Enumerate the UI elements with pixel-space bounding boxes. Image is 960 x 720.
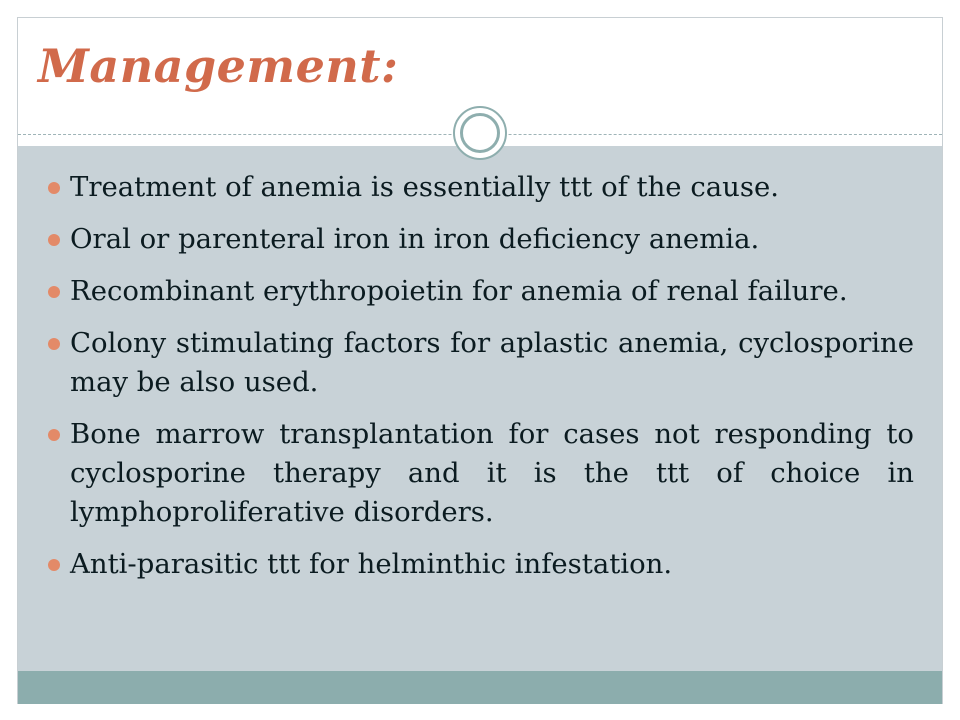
bullet-item (44, 415, 914, 532)
bullet-item (44, 168, 914, 207)
bullet-item (44, 324, 914, 402)
bullet-item (44, 545, 914, 584)
ring-inner (460, 113, 500, 153)
bullet-text: Colony stimulating factors for aplastic anemia, cyclosporine may be also used. (70, 327, 914, 398)
bullet-dot-icon (48, 234, 60, 246)
bullet-text: Recombinant erythropoietin for anemia of renal failure. (70, 275, 848, 307)
bullet-dot-icon (48, 286, 60, 298)
bullet-text: Oral or parenteral iron in iron deficiency anemia. (70, 223, 760, 255)
footer-bar (18, 671, 942, 704)
slide-title: Management: (38, 39, 399, 93)
bullet-text: Anti-parasitic ttt for helminthic infestation. (70, 548, 673, 580)
bullet-dot-icon (48, 338, 60, 350)
bullet-text: Bone marrow transplantation for cases not responding to cyclosporine therapy and it is the ttt of choice in lymphoproliferative disorders. (70, 418, 914, 528)
bullet-text: Treatment of anemia is essentially ttt of the cause. (70, 171, 779, 203)
bullet-list (44, 168, 914, 597)
bullet-dot-icon (48, 429, 60, 441)
ring-icon (453, 106, 507, 160)
bullet-item (44, 272, 914, 311)
bullet-dot-icon (48, 182, 60, 194)
bullet-dot-icon (48, 559, 60, 571)
bullet-item (44, 220, 914, 259)
